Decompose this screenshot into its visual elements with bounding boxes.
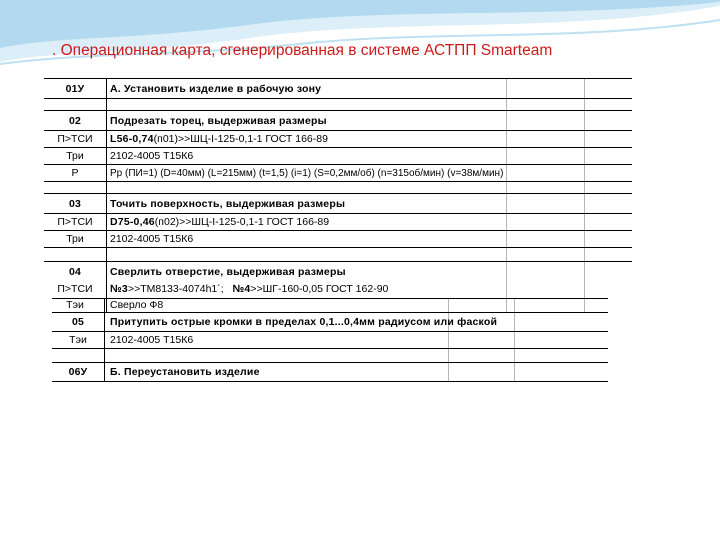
- op-text: Б. Переустановить изделие: [110, 366, 260, 378]
- op-text: Сверло Ф8: [110, 299, 164, 311]
- op-text: Подрезать торец, выдерживая размеры: [110, 114, 327, 127]
- operation-card-upper: [44, 78, 632, 313]
- table-row: [44, 165, 632, 182]
- op-code: Тэи: [69, 334, 87, 346]
- dimension-label: L56-0,74: [110, 133, 154, 145]
- op-text: Рр (ПИ=1) (D=40мм) (L=215мм) (t=1,5) (i=1) (S=0,2мм/об) (n=315об/мин) (v=38м/мин): [110, 167, 504, 179]
- op-detail: >>ШГ-160-0,05 ГОСТ 162-90: [250, 283, 389, 295]
- op-code: П>ТСИ: [57, 133, 93, 145]
- op-code: Р: [71, 167, 79, 179]
- op-code: 01У: [65, 82, 85, 95]
- table-row: [44, 99, 632, 111]
- table-row: [52, 313, 608, 332]
- op-code: П>ТСИ: [57, 216, 93, 228]
- op-code: П>ТСИ: [57, 283, 93, 295]
- table-row: [52, 298, 608, 313]
- op-detail: >>ТМ8133-4074h1´;: [127, 283, 224, 295]
- dimension-label: D75-0,46: [110, 216, 155, 228]
- op-code: 03: [68, 197, 82, 210]
- op-text: Сверлить отверстие, выдерживая размеры: [110, 265, 346, 278]
- table-row: [44, 194, 632, 214]
- table-row: [44, 78, 632, 99]
- operation-card-lower: [52, 298, 608, 382]
- slide-title: . Операционная карта, сгенерированная в системе АСТПП Smarteam: [52, 42, 553, 59]
- table-row: [52, 363, 608, 382]
- table-row: [44, 214, 632, 231]
- op-text: 2102-4005 Т15К6: [110, 334, 194, 346]
- op-code: Три: [66, 233, 84, 245]
- table-row: [52, 349, 608, 363]
- op-text: 2102-4005 Т15К6: [110, 233, 194, 245]
- table-row: [44, 248, 632, 262]
- table-row: [52, 332, 608, 349]
- table-row: [44, 111, 632, 131]
- table-row: [44, 148, 632, 165]
- op-code: Три: [66, 150, 84, 162]
- op-text: [110, 214, 628, 230]
- op-text: Притупить острые кромки в пределах 0,1...0,4мм радиусом или фаской: [110, 316, 498, 328]
- op-text: Точить поверхность, выдерживая размеры: [110, 197, 346, 210]
- table-row: [44, 231, 632, 248]
- op-code: 06У: [68, 366, 88, 378]
- op-code: 05: [71, 316, 85, 328]
- op-text: [110, 131, 628, 147]
- table-row: [44, 131, 632, 148]
- tool-number: №3: [110, 283, 128, 295]
- op-detail: (п01)>>ШЦ-I-125-0,1-1 ГОСТ 166-89: [153, 133, 328, 145]
- op-code: 02: [68, 114, 82, 127]
- table-row: [44, 262, 632, 281]
- op-text: 2102-4005 Т15К6: [110, 150, 194, 162]
- op-text: [110, 281, 628, 297]
- op-code: Тэи: [66, 299, 84, 311]
- op-text: А. Установить изделие в рабочую зону: [110, 82, 322, 95]
- op-detail: (п02)>>ШЦ-I-125-0,1-1 ГОСТ 166-89: [154, 216, 330, 228]
- table-row: [44, 281, 632, 297]
- table-row: [44, 182, 632, 194]
- tool-number: №4: [232, 283, 251, 295]
- op-code: 04: [68, 265, 82, 278]
